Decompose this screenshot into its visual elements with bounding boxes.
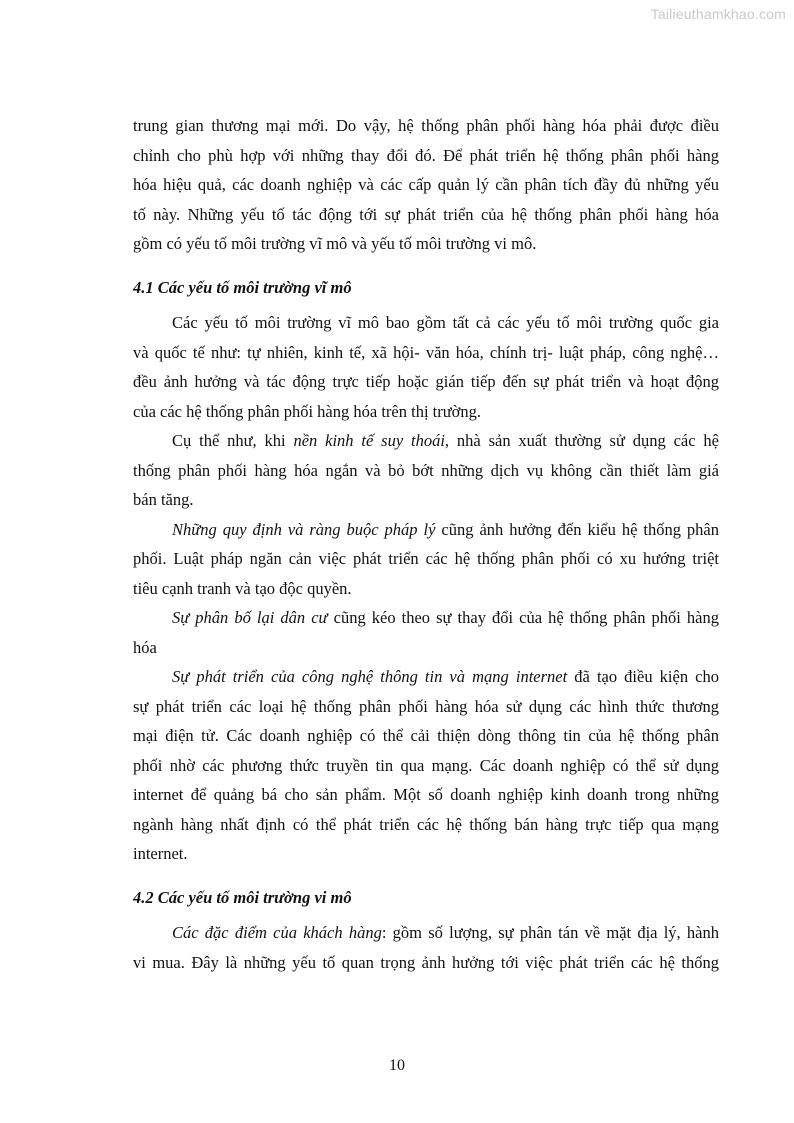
- paragraph-population: [133, 603, 719, 662]
- text-line: trung gian thương mại mới. Do vậy, hệ thống phân phối hàng hóa phải được điều: [133, 116, 719, 135]
- text-line: Sự phân bố lại dân cư cũng kéo theo sự thay đổi của hệ thống phân phối hàng: [172, 608, 719, 627]
- text-line: của các hệ thống phân phối hàng hóa trên thị trường.: [133, 401, 482, 421]
- paragraph-macro-intro: [133, 308, 719, 426]
- section-heading-4-2: 4.2 Các yếu tố môi trường vi mô: [133, 887, 352, 907]
- text-line: và quốc tế như: tự nhiên, kinh tế, xã hội- văn hóa, chính trị- luật pháp, công nghệ…: [133, 342, 719, 362]
- text-line: bán tăng.: [133, 490, 194, 509]
- page-number: 10: [389, 1057, 405, 1074]
- paragraph-economy: [133, 426, 719, 515]
- text-line: sự phát triển các loại hệ thống phân phối hàng hóa sử dụng các hình thức thương: [133, 696, 719, 716]
- section-heading-4-1: 4.1 Các yếu tố môi trường vĩ mô: [133, 277, 352, 297]
- text-line: internet.: [133, 844, 188, 863]
- text-line: Cụ thể như, khi nền kinh tế suy thoái, nhà sản xuất thường sử dụng các hệ: [172, 431, 719, 450]
- text-line: đều ảnh hưởng và tác động trực tiếp hoặc gián tiếp đến sự phát triển và hoạt động: [133, 372, 719, 391]
- watermark: Tailieuthamkhao.com: [650, 6, 786, 22]
- text-line: tố này. Những yếu tố tác động tới sự phát triển của hệ thống phân phối hàng hóa: [133, 204, 719, 224]
- text-line: Sự phát triển của công nghệ thông tin và mạng internet đã tạo điều kiện cho: [172, 667, 720, 686]
- text-line: ngành hàng nhất định có thể phát triển các hệ thống bán hàng trực tiếp qua mạng: [133, 814, 719, 834]
- paragraph-legal: [133, 515, 719, 604]
- text-line: vi mua. Đây là những yếu tố quan trọng ảnh hưởng tới việc phát triển các hệ thống: [133, 952, 719, 972]
- text-line: gồm có yếu tố môi trường vĩ mô và yếu tố môi trường vi mô.: [133, 234, 537, 253]
- paragraph-intro: [133, 111, 719, 259]
- text-line: Các đặc điểm của khách hàng: gồm số lượng, sự phân tán về mặt địa lý, hành: [172, 923, 719, 942]
- text-line: phối. Luật pháp ngăn cản việc phát triển các hệ thống phân phối có xu hướng triệt: [133, 549, 719, 568]
- text-line: hóa hiệu quả, các doanh nghiệp và các cấp quản lý cần phân tích đầy đủ những yếu: [133, 175, 719, 194]
- text-line: thống phân phối hàng hóa ngắn và bỏ bớt những dịch vụ không cần thiết làm giá: [133, 460, 719, 480]
- text-line: tiêu cạnh tranh và tạo độc quyền.: [133, 578, 352, 598]
- paragraph-customer: [133, 918, 719, 977]
- text-line: Những quy định và ràng buộc pháp lý cũng ảnh hưởng đến kiểu hệ thống phân: [172, 519, 720, 539]
- page-content: [133, 111, 719, 977]
- text-line: hóa: [133, 637, 157, 657]
- paragraph-technology: [133, 662, 719, 869]
- text-line: internet để quảng bá cho sản phẩm. Một số doanh nghiệp kinh doanh trong những: [133, 785, 719, 804]
- text-line: chỉnh cho phù hợp với những thay đổi đó. Để phát triển hệ thống phân phối hàng: [133, 145, 719, 165]
- text-line: Các yếu tố môi trường vĩ mô bao gồm tất cả các yếu tố môi trường quốc gia: [172, 313, 719, 332]
- text-line: mại điện tử. Các doanh nghiệp có thể cải thiện dòng thông tin của hệ thống phân: [133, 726, 719, 745]
- text-line: phối nhờ các phương thức truyền tin qua mạng. Các doanh nghiệp có thể sử dụng: [133, 755, 719, 775]
